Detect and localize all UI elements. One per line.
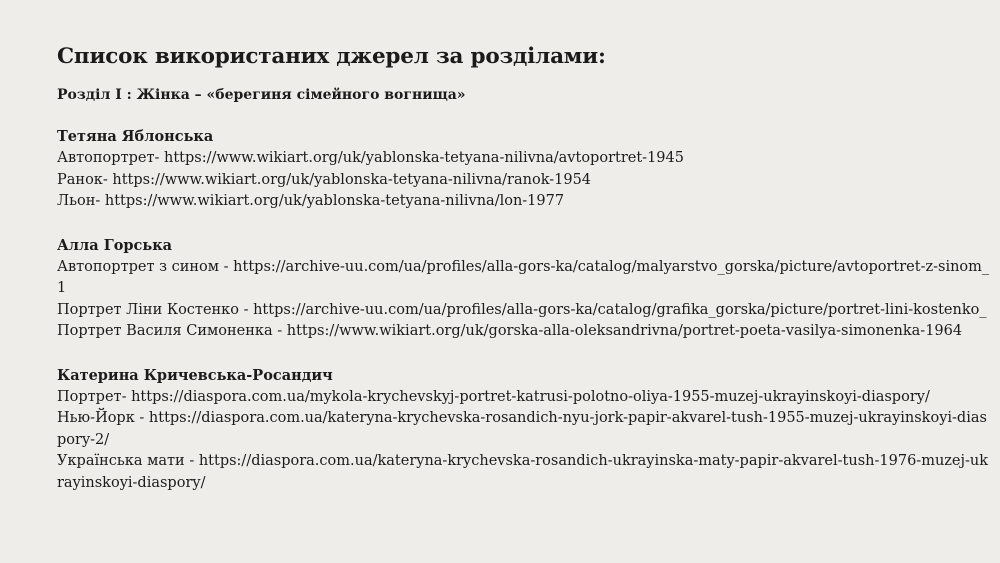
slide-content — [57, 42, 992, 516]
page-title: Список використаних джерел за розділами: — [57, 44, 606, 69]
source-group-gorska — [57, 235, 992, 343]
source-group-yablonska — [57, 126, 992, 213]
section-heading: Розділ І : Жінка – «берегиня сімейного вогнища» — [57, 87, 466, 103]
source-entry: Ранок- https://www.wikiart.org/uk/yablonska-tetyana-nilivna/ranok-1954 — [57, 171, 592, 188]
source-entry: Портрет Василя Симоненка - https://www.wikiart.org/uk/gorska-alla-oleksandrivna/portret-poeta-vasilya-simonenka-1964 — [57, 323, 963, 339]
source-entry: Льон- https://www.wikiart.org/uk/yablonska-tetyana-nilivna/lon-1977 — [57, 193, 565, 209]
source-entry: Автопортрет- https://www.wikiart.org/uk/yablonska-tetyana-nilivna/avtoportret-1945 — [57, 150, 684, 166]
author-name: Катерина Кричевська-Росандич — [57, 366, 333, 384]
source-entry: Портрет- https://diaspora.com.ua/mykola-krychevskyj-portret-katrusi-polotno-oliya-1955-muzej-ukrayinskoyi-diaspory/ — [57, 388, 930, 405]
source-group-krychevska — [57, 365, 992, 495]
source-entry: Нью-Йорк - https://diaspora.com.ua/kateryna-krychevska-rosandich-nyu-jork-papir-akvarel-tush-1955-muzej-ukrayinskoyi-diaspory-2/ — [57, 410, 987, 448]
author-name: Алла Горська — [57, 236, 173, 254]
source-entry: Українська мати - https://diaspora.com.ua/kateryna-krychevska-rosandich-ukrayinska-maty-papir-akvarel-tush-1976-muzej-ukrayinskoyi-diaspory/ — [57, 453, 989, 491]
source-entry: Портрет Ліни Костенко - https://archive-uu.com/ua/profiles/alla-gors-ka/catalog/grafika_gorska/picture/portret-lini-kostenko_ — [57, 301, 987, 318]
source-entry: Автопортрет з сином - https://archive-uu.com/ua/profiles/alla-gors-ka/catalog/malyarstvo_gorska/picture/avtoportret-z-sinom_1 — [57, 258, 990, 296]
author-name: Тетяна Яблонська — [57, 128, 214, 145]
